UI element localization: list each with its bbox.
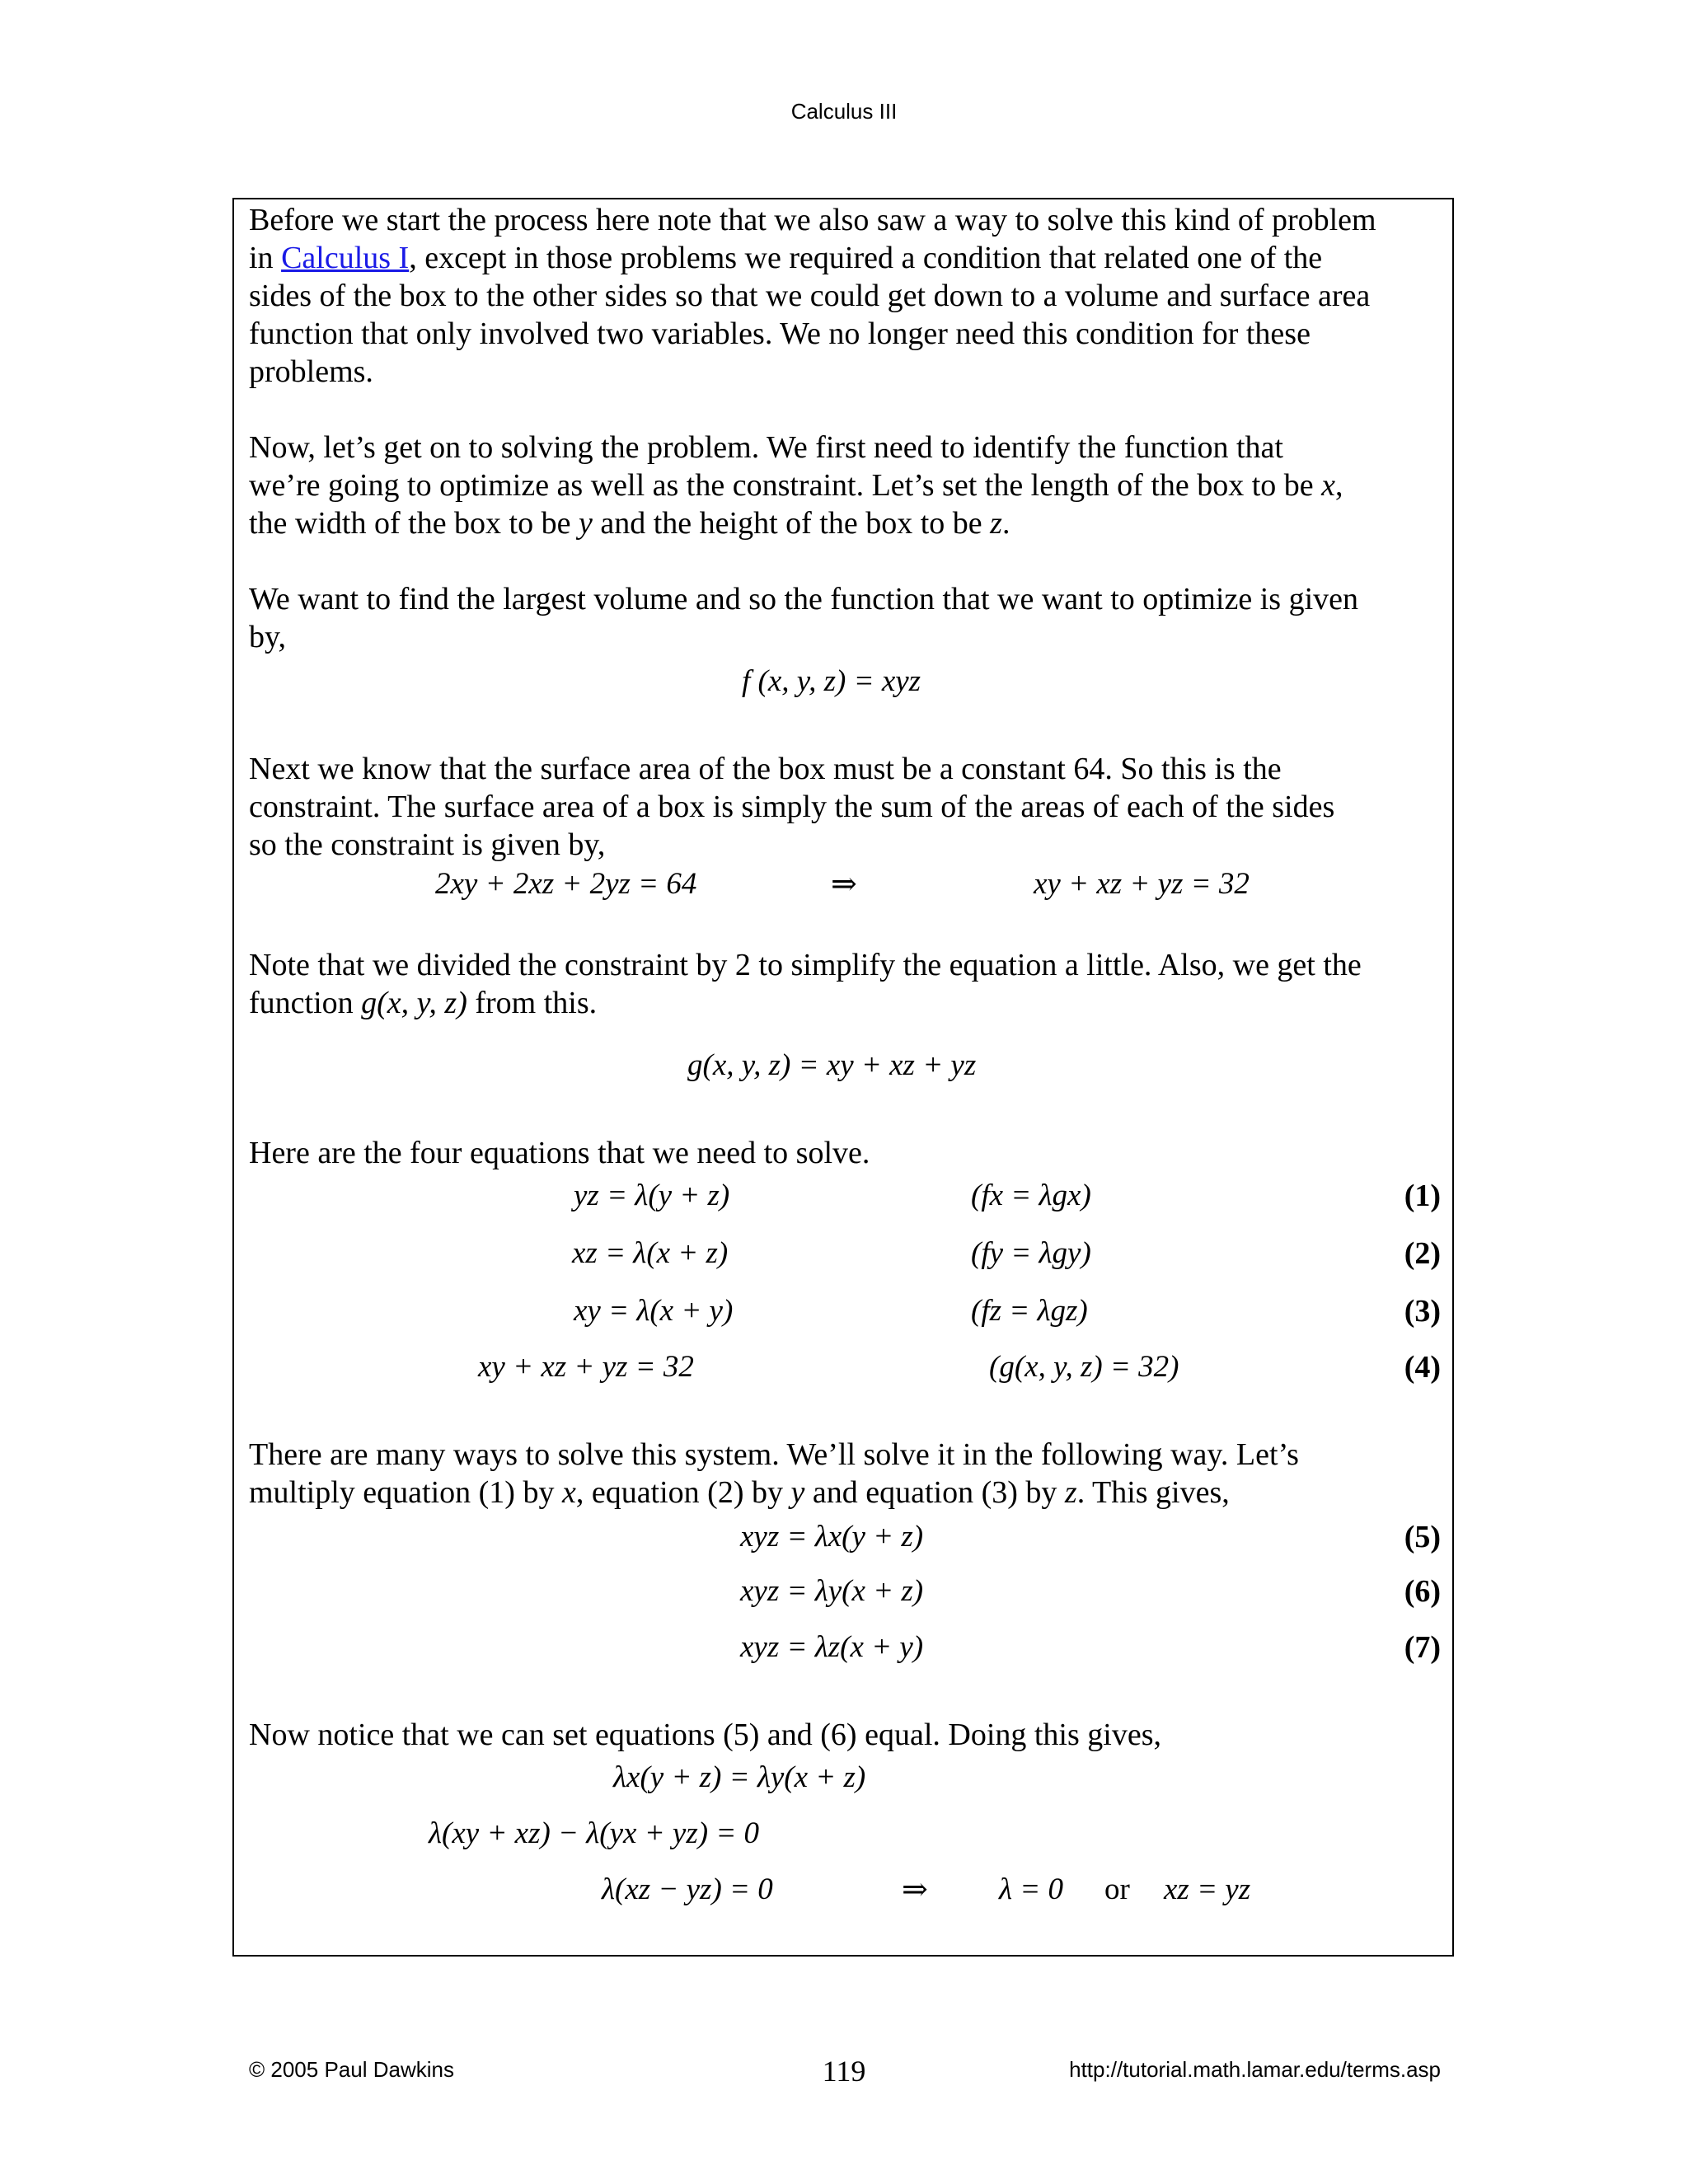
implies-arrow: ⇒ — [831, 867, 857, 902]
derivation-line-3: λ(xz − yz) = 0 — [602, 1872, 773, 1906]
system-equation-2: xz = λ(x + z) — [572, 1236, 729, 1270]
equation-number-4: (4) — [1404, 1350, 1441, 1385]
equation-5: xyz = λx(y + z) — [740, 1520, 924, 1554]
equation-number-5: (5) — [1404, 1520, 1441, 1554]
paragraph-4: Next we know that the surface area of the box must be a constant 64. So this is the constraint. The surface area of a box is simply the sum of the areas of each of the sides so the constraint is given by, — [249, 752, 1335, 862]
equation-number-3: (3) — [1404, 1294, 1441, 1329]
or-word: or — [1104, 1872, 1130, 1906]
paragraph-2: Now, let’s get on to solving the problem. We first need to identify the function that we’re going to optimize as well as the constraint. Let’s set the length of the box to be x, the width of the box to be y and the height of the box to be z. — [249, 430, 1343, 541]
equation-number-6: (6) — [1404, 1574, 1441, 1609]
paragraph-3: We want to find the largest volume and so the function that we want to optimize is given by, — [249, 582, 1358, 654]
equation-constraint-full: 2xy + 2xz + 2yz = 64 — [435, 867, 697, 901]
system-equation-1: yz = λ(y + z) — [574, 1179, 730, 1212]
derivation-line-1: λx(y + z) = λy(x + z) — [613, 1760, 866, 1794]
footer-url: http://tutorial.math.lamar.edu/terms.asp — [1069, 2057, 1441, 2082]
equation-number-7: (7) — [1404, 1630, 1441, 1665]
lambda-zero: λ = 0 — [999, 1872, 1063, 1906]
equation-constraint-simplified: xy + xz + yz = 32 — [1034, 867, 1250, 901]
paragraph-1: Before we start the process here note that we also saw a way to solve this kind of problem in Calculus I, except in those problems we required a condition that related one of the sides of the box to the other sides so that we could get down to a volume and surface area function that only involved two variables. We no longer need this condition for these problems. — [249, 203, 1376, 389]
system-equation-3-note: (fz = λgz) — [971, 1294, 1088, 1328]
paragraph-6: Here are the four equations that we need to solve. — [249, 1136, 870, 1170]
equation-number-2: (2) — [1404, 1236, 1441, 1271]
page-header: Calculus III — [790, 99, 898, 124]
system-equation-2-note: (fy = λgy) — [971, 1236, 1091, 1270]
system-equation-4: xy + xz + yz = 32 — [478, 1350, 694, 1384]
system-equation-4-note: (g(x, y, z) = 32) — [989, 1350, 1179, 1384]
page-number: 119 — [822, 2055, 866, 2088]
copyright: © 2005 Paul Dawkins — [249, 2057, 454, 2082]
paragraph-8: Now notice that we can set equations (5) and (6) equal. Doing this gives, — [249, 1718, 1161, 1752]
equation-number-1: (1) — [1404, 1179, 1441, 1213]
calculus-i-link[interactable]: Calculus I — [281, 241, 410, 275]
equation-f-definition: f (x, y, z) = xyz — [742, 664, 921, 698]
equation-g-definition: g(x, y, z) = xy + xz + yz — [687, 1048, 977, 1082]
derivation-line-2: λ(xy + xz) − λ(yx + yz) = 0 — [429, 1816, 760, 1850]
paragraph-5: Note that we divided the constraint by 2 to simplify the equation a little. Also, we get the function g(x, y, z) from this. — [249, 948, 1362, 1020]
system-equation-3: xy = λ(x + y) — [574, 1294, 734, 1328]
equation-6: xyz = λy(x + z) — [740, 1574, 924, 1608]
derivation-implies-arrow: ⇒ — [902, 1872, 928, 1907]
paragraph-7: There are many ways to solve this system. We’ll solve it in the following way. Let’s multiply equation (1) by x, equation (2) by y and equation (3) by z. This gives, — [249, 1437, 1299, 1510]
derivation-result: xz = yz — [1164, 1872, 1251, 1906]
system-equation-1-note: (fx = λgx) — [971, 1179, 1091, 1212]
equation-7: xyz = λz(x + y) — [740, 1630, 924, 1664]
